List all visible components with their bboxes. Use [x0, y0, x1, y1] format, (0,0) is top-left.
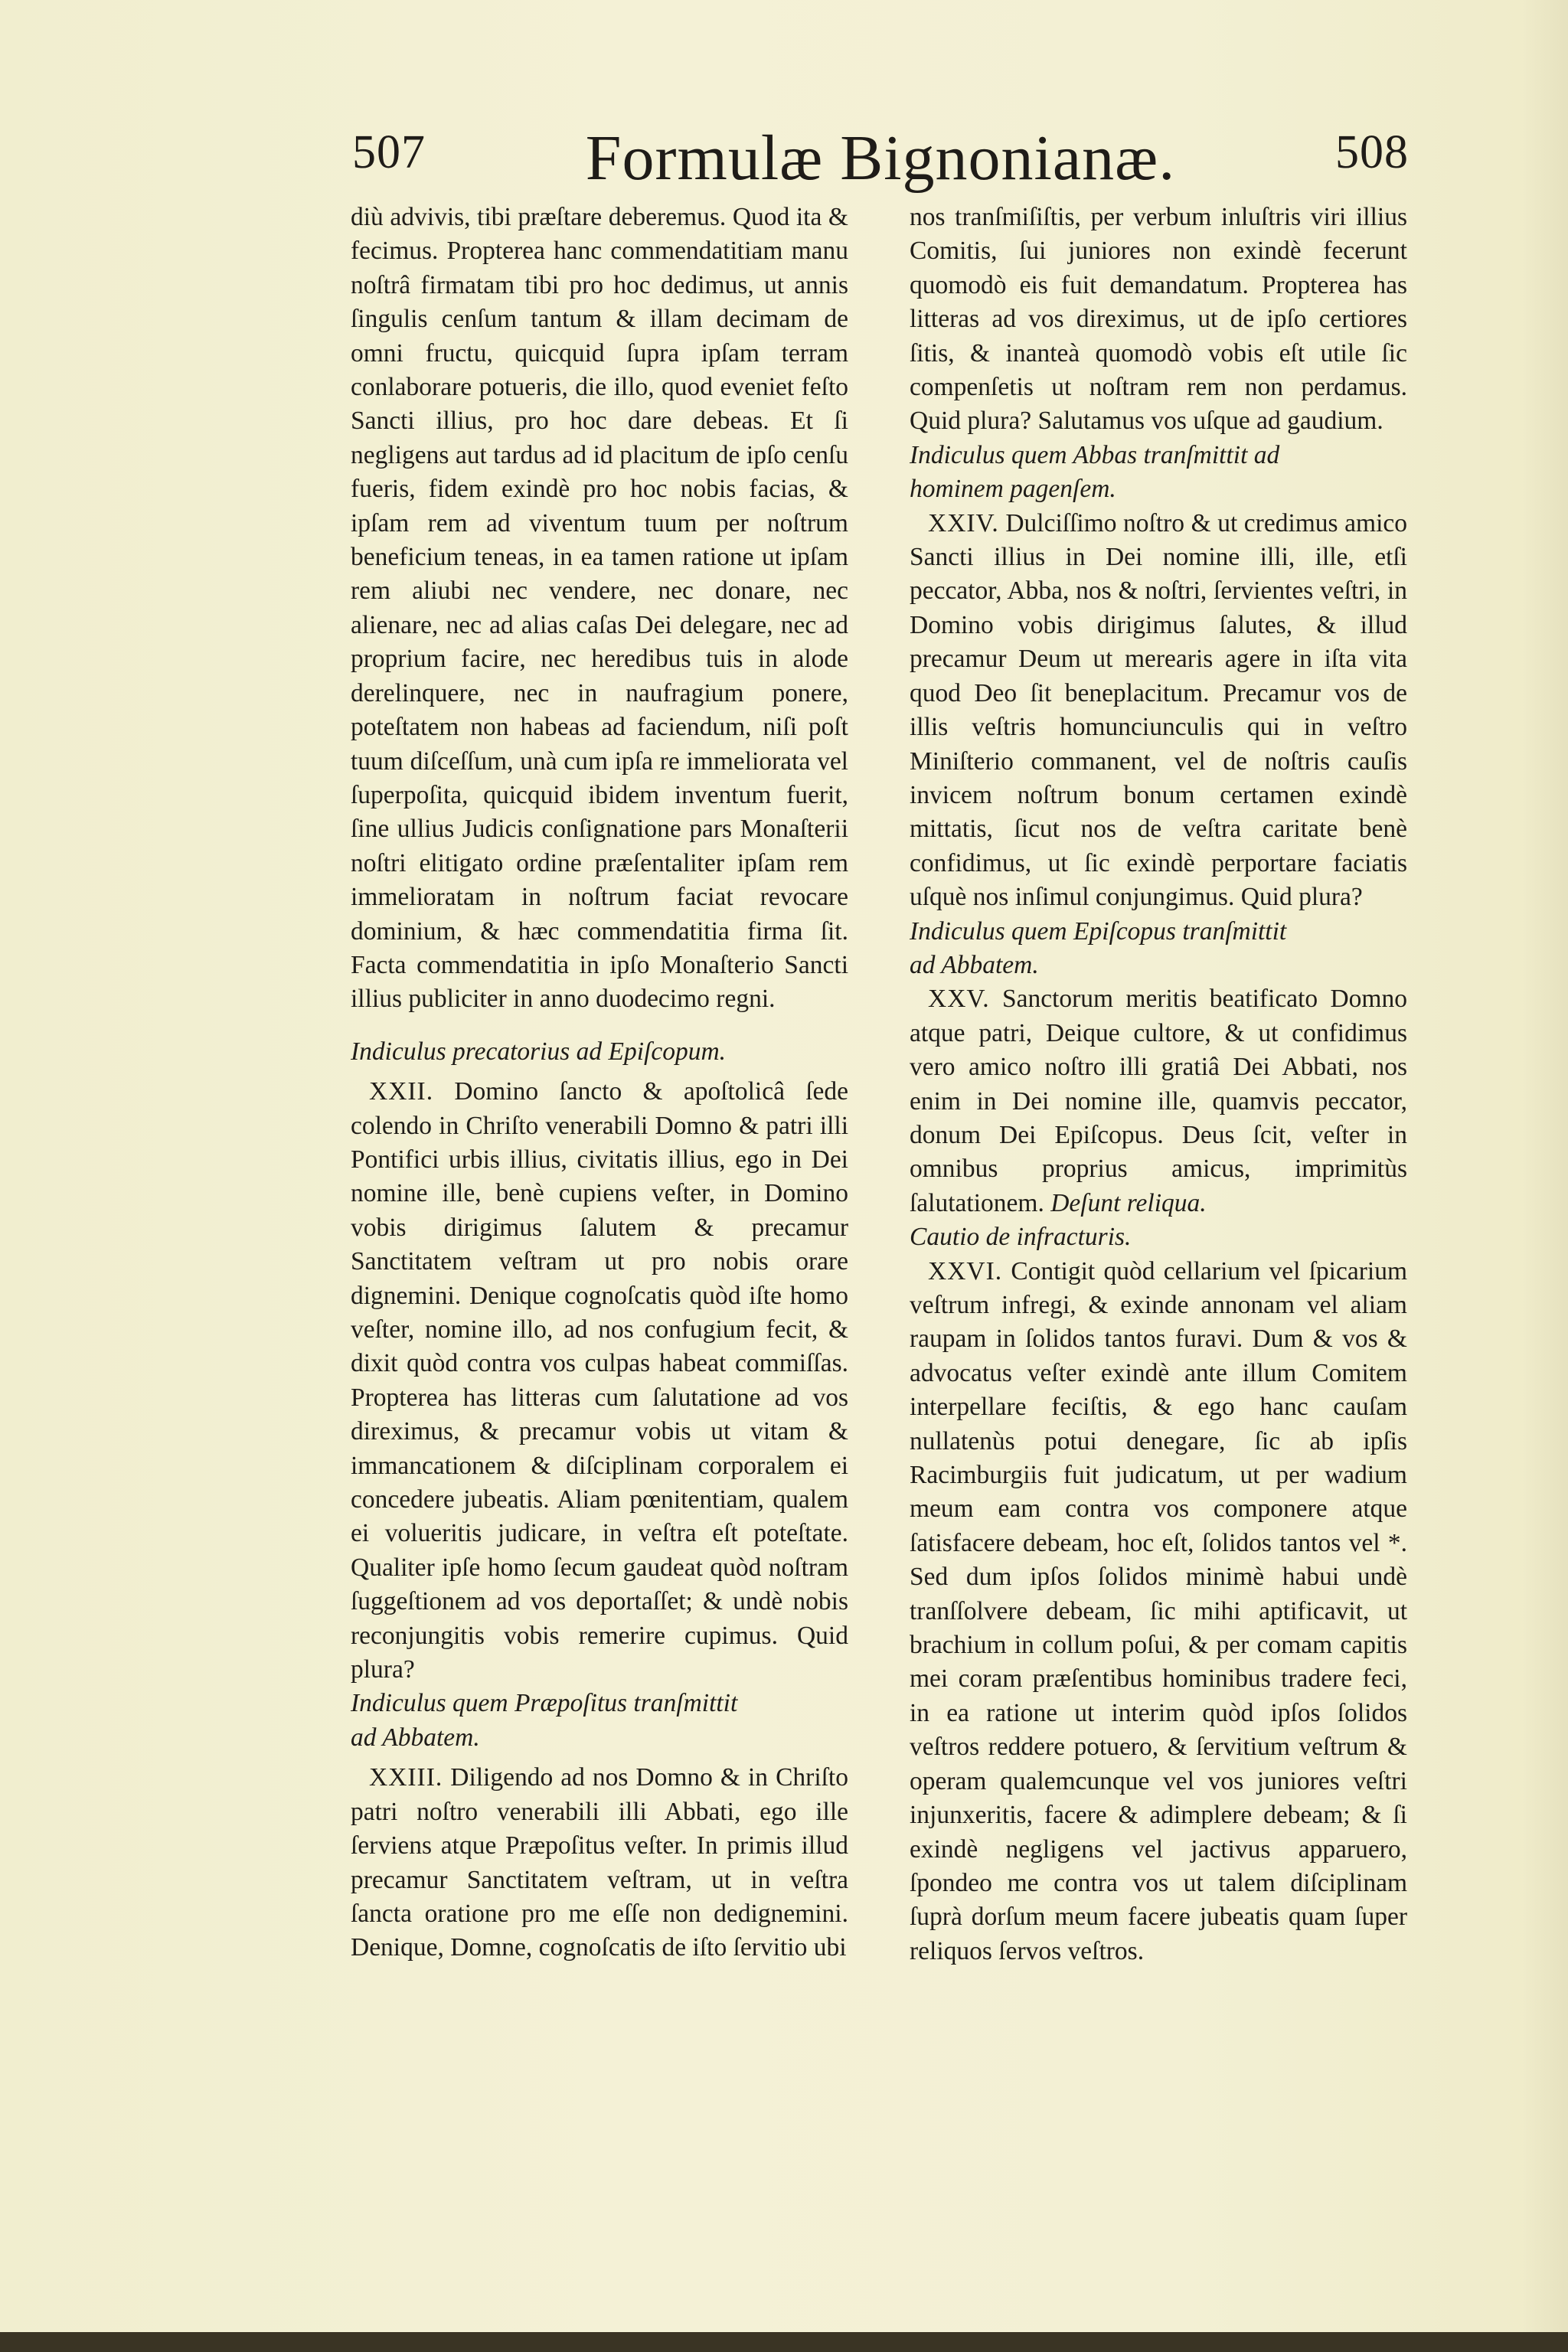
continued-paragraph: nos tranſmiſiſtis, per verbum inluſtris viri illius Comitis, ſui juniores non exindè fecerunt quomodò eis fuit demandatum. Propterea has litteras ad vos direximus, ut de ipſo certiores ſitis, & inanteà quomodò vobis eſt utile ſic compenſetis ut noſtram rem non perdamus. Quid plura? Salutamus vos uſque ad gaudium.: [910, 203, 1407, 436]
formula-number: XXVI.: [928, 1256, 1003, 1285]
right-column: [910, 201, 1407, 1968]
desunt-reliqua-note: Deſunt reliqua.: [1050, 1188, 1207, 1217]
formula-text: Diligendo ad nos Domno & in Chriſto patri noſtro venerabili illi Abbati, ego ille ſerviens atque Præpoſitus veſter. In primis illud precamur Sanctitatem veſtram, ut in veſtra ſancta oratione pro me eſſe non dedignemini. Denique, Domne, cognoſcatis de iſto ſervitio ubi: [351, 1763, 848, 1962]
formula-text: Domino ſancto & apoſtolicâ ſede colendo in Chriſto venerabili Domno & patri illi Pontifici urbis illius, civitatis illius, ego in Dei nomine ille, benè cupiens veſter, in Domino vobis dirigimus ſalutem & precamur Sanctitatem veſtram ut pro nobis orare dignemini. Denique cognoſcatis quòd iſte homo veſter, nomine illo, ad nos confugium fecit, & dixit quòd contra vos culpas habeat commiſſas. Propterea has litteras cum ſalutatione ad vos direximus, & precamur vobis ut vitam & immancationem & diſciplinam corporalem ei concedere jubeatis. Aliam pœnitentiam, qualem ei volueritis judicare, in veſtra eſt poteſtate. Qualiter ipſe homo ſecum gaudeat quòd noſtram ſuggeſtionem ad vos deportaſſet; & undè nobis reconjungitis vobis remerire cupimus. Quid plura?: [351, 1077, 848, 1684]
formula-xxv: [910, 982, 1407, 1220]
scan-bottom-border: [0, 2332, 1568, 2352]
rubric-abbas-line1: Indiculus quem Abbas tranſmittit ad: [910, 440, 1280, 469]
formula-text: Dulciſſimo noſtro & ut credimus amico Sancti illius in Dei nomine illi, ille, etſi peccator, Abba, nos & noſtri, ſervientes veſtri, in Domino vobis dirigimus ſalutes, & illud precamur Deum ut merearis agere in iſta vita quod Deo ſit beneplacitum. Precamur vos de illis veſtris homunciunculis qui in veſtro Miniſterio commanent, vel de noſtris cauſis invicem noſtrum bonum certamen exindè mittatis, ſicut nos de veſtra caritate benè confidimus, ut ſic exindè perportare faciatis uſquè nos inſimul conjungimus. Quid plura?: [910, 508, 1407, 912]
formula-text: Contigit quòd cellarium vel ſpicarium veſtrum infregi, & exinde annonam vel aliam raupam in ſolidos tantos furavi. Dum & vos & advocatus veſter exindè ante illum Comitem interpellare feciſtis, & ego hanc cauſam nullatenùs potui denegare, ſic ab ipſis Racimburgiis fuit judicatum, ut per wadium meum eam contra vos componere atque ſatisfacere debeam, hoc eſt, ſolidos tantos vel *. Sed dum ipſos ſolidos minimè habui undè tranſſolvere debeam, ſic mihi aptificavit, ut brachium in collum poſui, & per comam capitis mei coram præſentibus hominibus tradere feci, in ea ratione ut interim quòd ipſos ſolidos veſtros reddere potuero, & ſervitium veſtrum & operam qualemcunque vel vos juniores veſtri injunxeritis, facere & adimplere debeam; & ſi exindè negligens vel jactivus apparuero, ſpondeo me contra vos ut talem diſciplinam ſuprà dorſum meum facere jubeatis quam ſuper reliquos ſervos veſtros.: [910, 1256, 1408, 1965]
formula-xxiv: [910, 507, 1407, 915]
page-edge-shadow: [1522, 0, 1568, 2352]
formula-number: XXII.: [369, 1077, 434, 1106]
formula-xxii: [351, 1075, 848, 1687]
page-header: [352, 121, 1409, 205]
continued-paragraph: diù advivis, tibi præſtare deberemus. Quod ita & fecimus. Propterea hanc commendatitiam manu noſtrâ firmatam tibi pro hoc dedimus, ut annis ſingulis cenſum tantum & illam decimam de omni fructu, quicquid ſupra ipſam terram conlaborare potueris, die illo, quod eveniet feſto Sancti illius, pro hoc dare debeas. Et ſi negligens aut tardus ad id placitum de ipſo cenſu fueris, fidem exindè pro hoc nobis facias, & ipſam rem ad viventum tuum per noſtrum beneficium teneas, in ea tamen ratione ut ipſam rem aliubi nec vendere, nec donare, nec alienare, nec ad alias caſas Dei delegare, nec ad proprium facire, nec heredibus tuis in alode derelinquere, nec in naufragium ponere, poteſtatem non habeas ad faciendum, niſi poſt tuum diſceſſum, unà cum ipſa re immeliorata vel ſuperpoſita, quicquid ibidem inventum fuerit, ſine ullius Judicis conſignatione pars Monaſterii noſtri elitigato ordine præſentaliter ipſam rem immelioratam in noſtrum faciat revocare dominium, & hæc commendatitia firma ſit. Facta commendatitia in ipſo Monaſterio Sancti illius publiciter in anno duodecimo regni.: [351, 203, 848, 1014]
formula-number: XXV.: [928, 985, 990, 1014]
formula-text: Sanctorum meritis beatificato Domno atque patri, Deique cultore, & ut confidimus vero amico noſtro illi gratiâ Dei Abbati, nos enim in Dei nomine ille, quamvis peccator, donum Dei Epiſcopus. Deus ſcit, veſter in omnibus proprius amicus, imprimitùs ſalutationem.: [910, 985, 1407, 1217]
page-number-right: 508: [1335, 126, 1409, 178]
running-title: Formulæ Bignonianæ.: [585, 122, 1176, 194]
rubric-episcopus-line2: ad Abbatem.: [910, 950, 1039, 979]
rubric-praepositus-line1: Indiculus quem Præpoſitus tranſmittit: [351, 1689, 738, 1718]
rubric-abbas-line2: hominem pagenſem.: [910, 475, 1116, 504]
left-column: [351, 201, 848, 1965]
formula-number: XXIV.: [928, 508, 999, 537]
page-number-left: 507: [352, 126, 426, 178]
formula-number: XXIII.: [369, 1763, 443, 1792]
rubric-cautio: Cautio de infracturis.: [910, 1223, 1132, 1252]
rubric-indiculus-precatorius: Indiculus precatorius ad Epiſcopum.: [351, 1037, 727, 1066]
formula-xxiii: [351, 1761, 848, 1965]
formula-xxvi: [910, 1255, 1407, 1969]
rubric-episcopus-line1: Indiculus quem Epiſcopus tranſmittit: [910, 916, 1287, 946]
rubric-praepositus-line2: ad Abbatem.: [351, 1723, 480, 1752]
